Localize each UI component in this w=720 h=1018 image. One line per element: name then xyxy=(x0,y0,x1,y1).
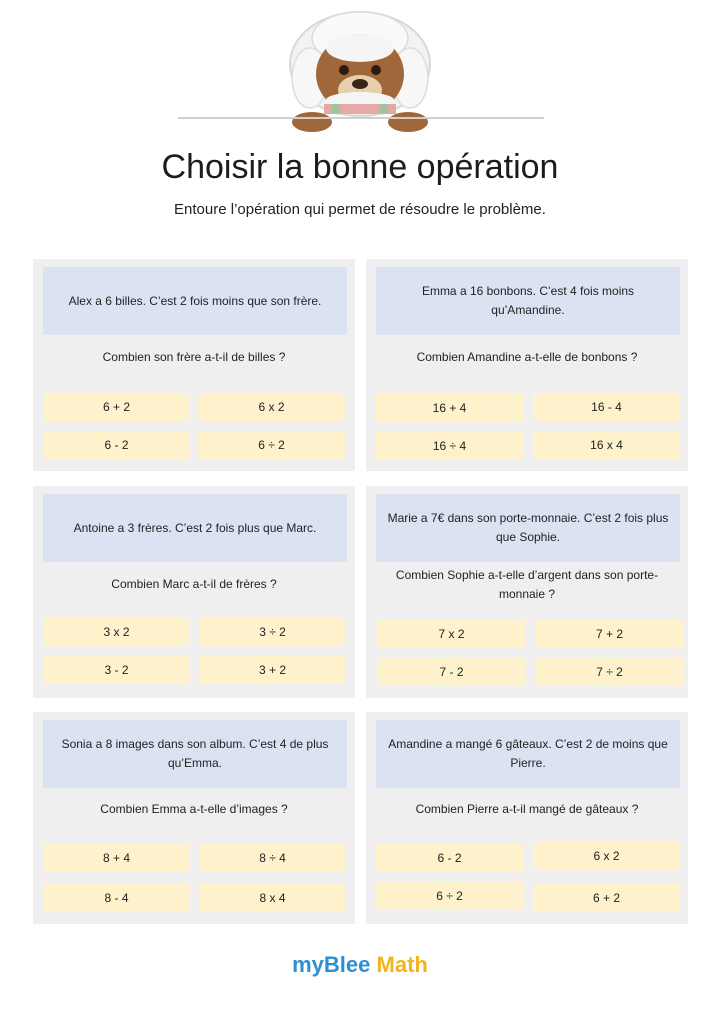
option-button[interactable]: 3 - 2 xyxy=(43,656,190,684)
option-button[interactable]: 16 + 4 xyxy=(376,394,523,422)
option-button[interactable]: 16 x 4 xyxy=(533,431,680,459)
option-button[interactable]: 16 - 4 xyxy=(533,393,680,421)
option-button[interactable]: 6 - 2 xyxy=(376,844,523,872)
exercise-card xyxy=(33,712,355,924)
lion-mascot-icon xyxy=(280,8,440,132)
problem-statement: Sonia a 8 images dans son album. C’est 4 de plus qu’Emma. xyxy=(43,720,347,788)
option-button[interactable]: 3 x 2 xyxy=(43,618,190,646)
header-divider xyxy=(178,117,544,119)
brand-logo xyxy=(0,952,720,978)
option-button[interactable]: 7 ÷ 2 xyxy=(536,658,683,686)
option-button[interactable]: 6 ÷ 2 xyxy=(376,882,523,910)
question-text: Combien Sophie a-t-elle d’argent dans son porte-monnaie ? xyxy=(395,568,659,601)
problem-statement: Emma a 16 bonbons. C’est 4 fois moins qu’Amandine. xyxy=(376,267,680,335)
option-button[interactable]: 6 - 2 xyxy=(43,431,190,459)
option-button[interactable]: 7 x 2 xyxy=(378,620,525,648)
option-button[interactable]: 6 x 2 xyxy=(533,842,680,870)
question-text: Combien son frère a-t-il de billes ? xyxy=(102,350,286,364)
logo-text-math: Math xyxy=(370,952,428,977)
option-button[interactable]: 8 - 4 xyxy=(43,884,190,912)
option-button[interactable]: 3 + 2 xyxy=(199,656,346,684)
page-subtitle: Entoure l’opération qui permet de résoudre le problème. xyxy=(174,201,546,218)
question-text: Combien Amandine a-t-elle de bonbons ? xyxy=(416,350,638,364)
option-button[interactable]: 6 + 2 xyxy=(533,884,680,912)
exercise-card xyxy=(366,486,688,698)
problem-statement: Marie a 7€ dans son porte-monnaie. C’est 2 fois plus que Sophie. xyxy=(376,494,680,562)
problem-statement: Antoine a 3 frères. C’est 2 fois plus que Marc. xyxy=(43,494,347,562)
option-button[interactable]: 16 ÷ 4 xyxy=(376,432,523,460)
option-button[interactable]: 6 x 2 xyxy=(198,393,345,421)
question-text: Combien Pierre a-t-il mangé de gâteaux ? xyxy=(415,802,639,816)
option-button[interactable]: 8 ÷ 4 xyxy=(199,844,346,872)
option-button[interactable]: 8 x 4 xyxy=(199,884,346,912)
question-text: Combien Marc a-t-il de frères ? xyxy=(111,577,277,591)
problem-statement: Alex a 6 billes. C’est 2 fois moins que son frère. xyxy=(43,267,347,335)
question-text: Combien Emma a-t-elle d’images ? xyxy=(100,802,288,816)
option-button[interactable]: 7 - 2 xyxy=(378,658,525,686)
exercise-card xyxy=(33,259,355,471)
page-title: Choisir la bonne opération xyxy=(161,148,559,186)
exercise-card xyxy=(366,259,688,471)
problem-statement: Amandine a mangé 6 gâteaux. C’est 2 de moins que Pierre. xyxy=(376,720,680,788)
option-button[interactable]: 3 ÷ 2 xyxy=(199,618,346,646)
option-button[interactable]: 8 + 4 xyxy=(43,844,190,872)
exercise-card xyxy=(33,486,355,698)
option-button[interactable]: 6 ÷ 2 xyxy=(198,431,345,459)
logo-text-myblee: myBlee xyxy=(292,952,371,977)
exercise-card xyxy=(366,712,688,924)
option-button[interactable]: 7 + 2 xyxy=(536,620,683,648)
option-button[interactable]: 6 + 2 xyxy=(43,393,190,421)
